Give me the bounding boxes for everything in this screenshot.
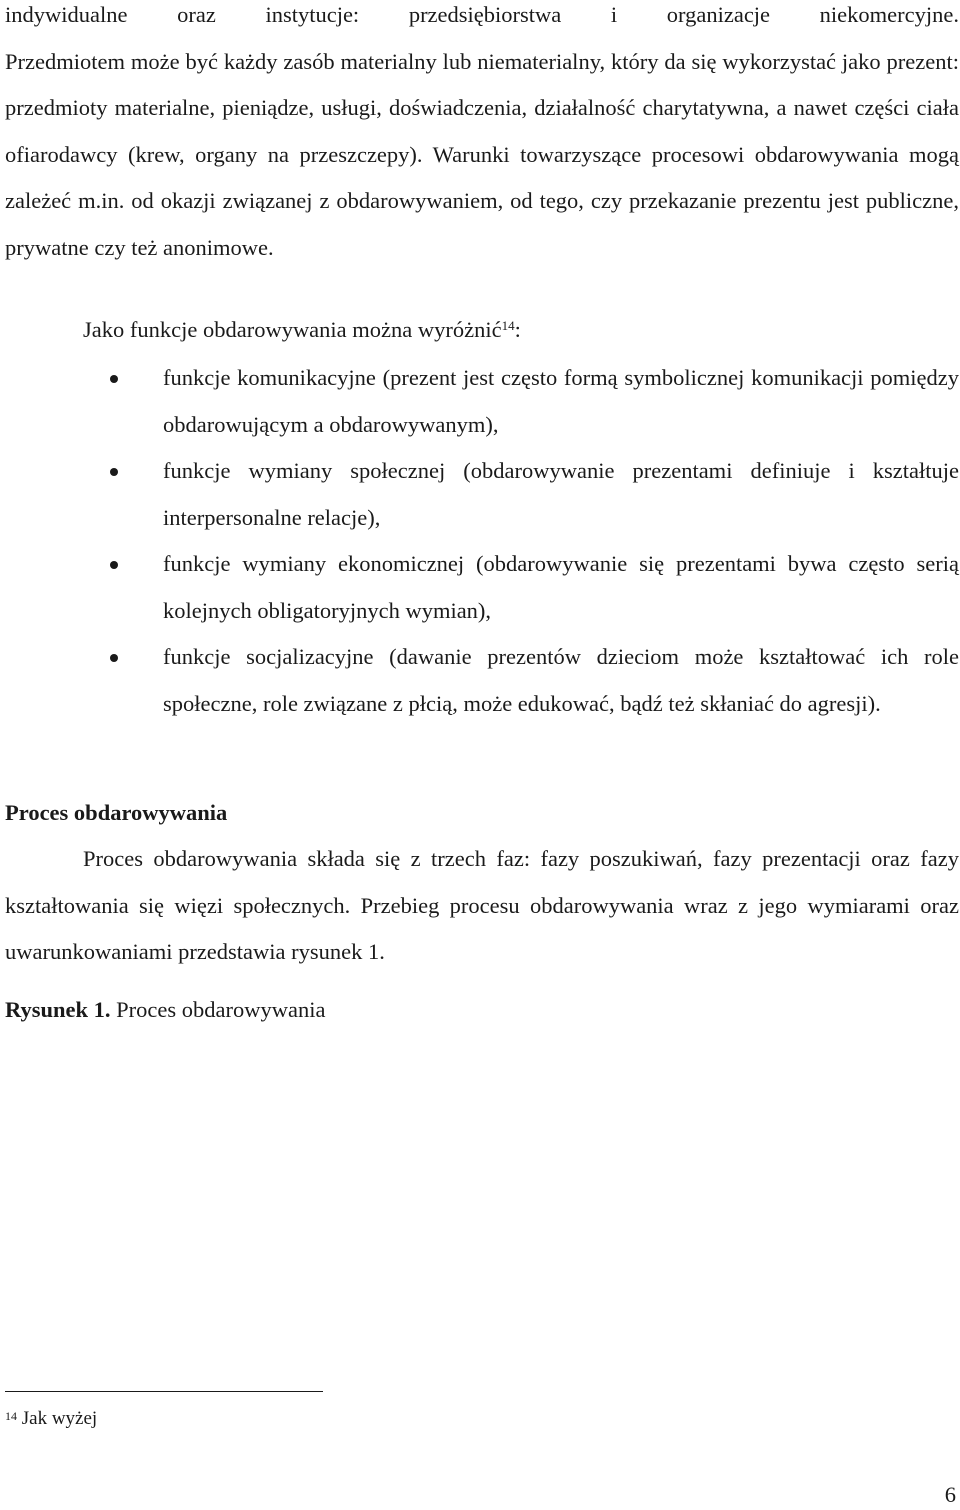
- figure-title: Proces obdarowywania: [110, 997, 326, 1022]
- figure-label: Rysunek 1.: [5, 997, 111, 1022]
- paragraph-body: Przedmiotem może być każdy zasób materialny lub niematerialny, który da się wykorzystać jako prezent: przedmioty materialne, pieniądze, usługi, doświadczenia, działalność charytatywna, a nawet części ciała ofiarodawcy (krew, organy na przeszczepy). Warunki towarzyszące procesowi obdarowywania mogą zależeć m.in. od okazji związanej z obdarowywaniem, od tego, czy przekazanie prezentu jest publiczne, prywatne czy też anonimowe.: [5, 48, 959, 260]
- paragraph-gift-subjects: [5, 0, 959, 271]
- paragraph-functions-intro: [5, 307, 959, 354]
- list-item: [0, 355, 959, 448]
- list-item-text: funkcje komunikacyjne (prezent jest często formą symbolicznej komunikacji pomiędzy obdarowującym a obdarowywanym),: [163, 365, 959, 437]
- list-item: [0, 634, 959, 727]
- list-item-text: funkcje wymiany społecznej (obdarowywanie prezentami definiuje i kształtuje interpersonalne relacje),: [163, 458, 959, 530]
- footnote-separator: [5, 1391, 323, 1392]
- page-number: 6: [944, 1482, 956, 1507]
- list-item-text: funkcje socjalizacyjne (dawanie prezentów dzieciom może kształtować ich role społeczne, role związane z płcią, może edukować, bądź też skłaniać do agresji).: [163, 644, 959, 716]
- footnote-mark: 14: [5, 1409, 17, 1423]
- figure-caption: [5, 987, 325, 1034]
- bullet-icon: [110, 654, 118, 662]
- footnote-reference[interactable]: 14: [501, 318, 515, 333]
- gift-functions-list: [0, 355, 960, 727]
- bullet-icon: [110, 468, 118, 476]
- footnote-text: Jak wyżej: [17, 1408, 98, 1429]
- footnote: [5, 1405, 97, 1433]
- section-heading: Proces obdarowywania: [5, 800, 228, 825]
- paragraph-first-line: indywidualne oraz instytucje: przedsiębiorstwa i organizacje niekomercyjne.: [5, 2, 959, 27]
- functions-intro-text: Jako funkcje obdarowywania można wyróżnić: [83, 317, 502, 342]
- bullet-icon: [110, 561, 118, 569]
- bullet-icon: [110, 375, 118, 383]
- list-item: [0, 448, 959, 541]
- list-item: [0, 541, 959, 634]
- functions-intro-suffix: :: [514, 317, 521, 342]
- paragraph-process: Proces obdarowywania składa się z trzech faz: fazy poszukiwań, fazy prezentacji oraz fazy kształtowania się więzi społecznych. Przebieg procesu obdarowywania wraz z jego wymiarami oraz uwarunkowaniami przedstawia rysunek 1.: [5, 846, 959, 964]
- list-item-text: funkcje wymiany ekonomicznej (obdarowywanie się prezentami bywa często serią kolejnych obligatoryjnych wymian),: [163, 551, 959, 623]
